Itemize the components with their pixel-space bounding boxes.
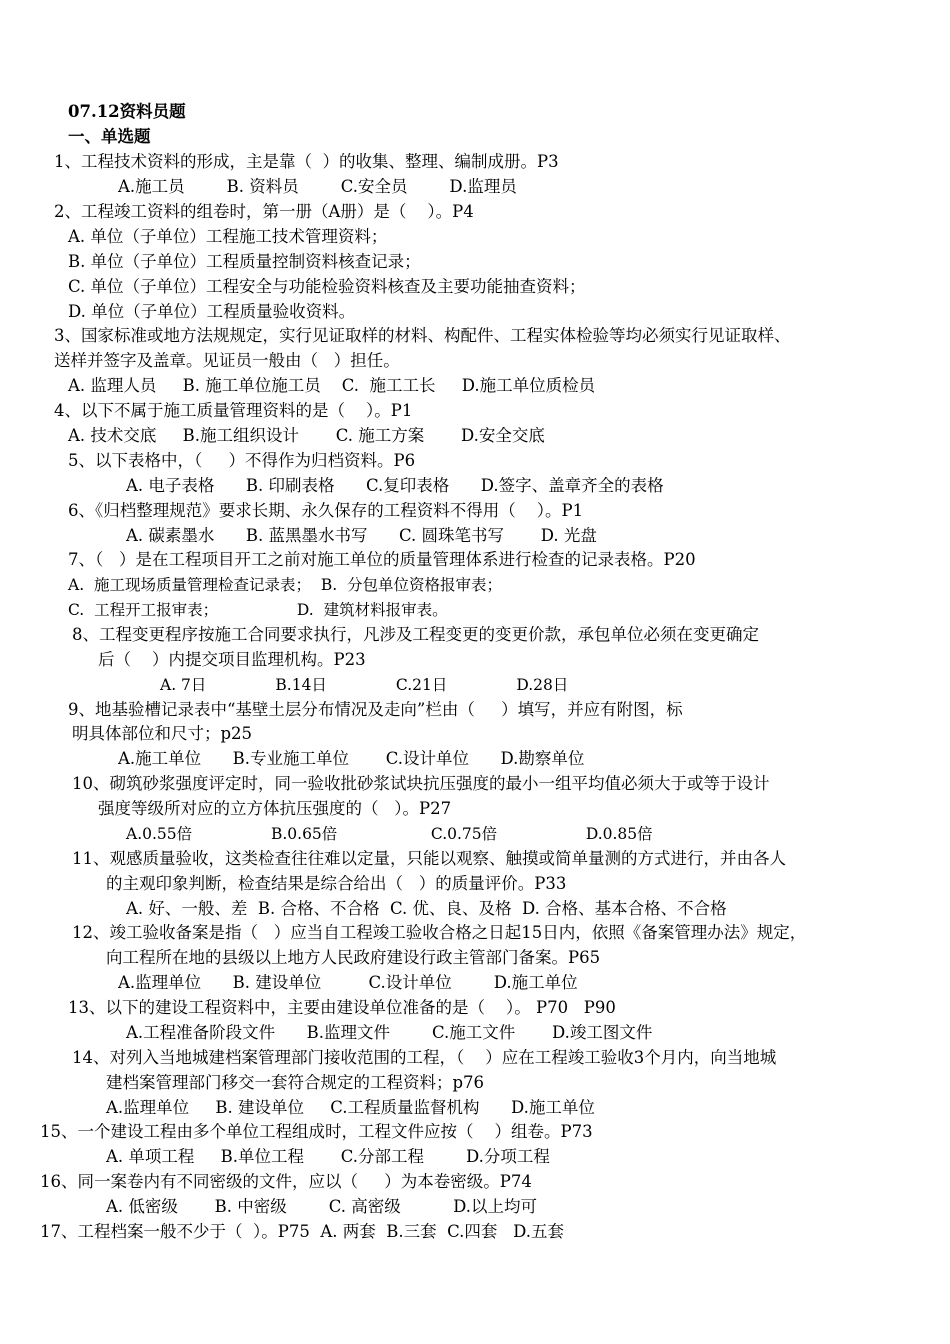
q3-options: A. 监理人员 B. 施工单位施工员 C. 施工工长 D.施工单位质检员 [68, 376, 596, 395]
question-8-line-2: 后（ ）内提交项目监理机构。P23 [98, 650, 366, 669]
q15-options: A. 单项工程 B.单位工程 C.分部工程 D.分项工程 [106, 1147, 550, 1166]
question-3-line-2: 送样并签字及盖章。见证员一般由（ ）担任。 [54, 351, 400, 370]
question-11-line-2: 的主观印象判断，检查结果是综合给出（ ）的质量评价。P33 [106, 874, 567, 893]
q11-options: A. 好、一般、差 B. 合格、不合格 C. 优、良、及格 D. 合格、基本合格、不合格 [126, 899, 727, 918]
question-15: 15、一个建设工程由多个单位工程组成时，工程文件应按（ ）组卷。P73 [40, 1122, 593, 1141]
question-5: 5、以下表格中，（ ）不得作为归档资料。P6 [68, 451, 416, 470]
q9-options: A.施工单位 B.专业施工单位 C.设计单位 D.勘察单位 [118, 749, 585, 768]
question-14-line-1: 14、对列入当地城建档案管理部门接收范围的工程，（ ）应在工程竣工验收3个月内，向当地城 [72, 1048, 777, 1067]
question-10-line-1: 10、砌筑砂浆强度评定时，同一验收批砂浆试块抗压强度的最小一组平均值必须大于或等于设计 [72, 774, 770, 793]
q1-options: A.施工员 B. 资料员 C.安全员 D.监理员 [118, 177, 517, 196]
document-title: 07.12资料员题 [68, 102, 186, 121]
question-10-line-2: 强度等级所对应的立方体抗压强度的（ ）。P27 [98, 799, 452, 818]
question-9-line-1: 9、地基验槽记录表中“基壁土层分布情况及走向”栏由（ ）填写，并应有附图，标 [68, 700, 683, 719]
q14-options: A.监理单位 B. 建设单位 C.工程质量监督机构 D.施工单位 [106, 1098, 595, 1117]
question-12-line-1: 12、竣工验收备案是指（ ）应当自工程竣工验收合格之日起15日内，依照《备案管理办法》规定， [72, 923, 807, 942]
q2-option-a: A. 单位（子单位）工程施工技术管理资料； [68, 227, 388, 246]
question-12-line-2: 向工程所在地的县级以上地方人民政府建设行政主管部门备案。P65 [106, 948, 601, 967]
q6-options: A. 碳素墨水 B. 蓝黑墨水书写 C. 圆珠笔书写 D. 光盘 [126, 526, 597, 545]
q2-option-d: D. 单位（子单位）工程质量验收资料。 [68, 302, 356, 321]
question-4: 4、以下不属于施工质量管理资料的是（ ）。P1 [54, 401, 413, 420]
q12-options: A.监理单位 B. 建设单位 C.设计单位 D.施工单位 [118, 973, 578, 992]
q5-options: A. 电子表格 B. 印刷表格 C.复印表格 D.签字、盖章齐全的表格 [126, 476, 664, 495]
q16-options: A. 低密级 B. 中密级 C. 高密级 D.以上均可 [106, 1197, 538, 1216]
question-13: 13、以下的建设工程资料中，主要由建设单位准备的是（ ）。 P70 P90 [68, 998, 616, 1017]
question-3-line-1: 3、国家标准或地方法规规定，实行见证取样的材料、构配件、工程实体检验等均必须实行见证取样、 [54, 326, 791, 345]
question-14-line-2: 建档案管理部门移交一套符合规定的工程资料；p76 [106, 1073, 485, 1092]
question-6: 6、《归档整理规范》要求长期、永久保存的工程资料不得用（ ）。P1 [68, 501, 584, 520]
q13-options: A.工程准备阶段文件 B.监理文件 C.施工文件 D.竣工图文件 [126, 1023, 653, 1042]
q4-options: A. 技术交底 B.施工组织设计 C. 施工方案 D.安全交底 [68, 426, 545, 445]
q7-options-ab: A. 施工现场质量管理检查记录表； B. 分包单位资格报审表； [68, 576, 503, 594]
q10-options: A.0.55倍 B.0.65倍 C.0.75倍 D.0.85倍 [126, 825, 653, 843]
question-9-line-2: 明具体部位和尺寸；p25 [72, 724, 253, 743]
question-17: 17、工程档案一般不少于（ ）。P75 A. 两套 B.三套 C.四套 D.五套 [40, 1222, 564, 1241]
q2-option-c: C. 单位（子单位）工程安全与功能检验资料核查及主要功能抽查资料； [68, 277, 586, 296]
question-1: 1、工程技术资料的形成，主是靠（ ）的收集、整理、编制成册。P3 [54, 152, 559, 171]
question-7: 7、（ ）是在工程项目开工之前对施工单位的质量管理体系进行检查的记录表格。P20 [68, 550, 696, 569]
q7-options-cd: C. 工程开工报审表； D. 建筑材料报审表。 [68, 601, 448, 619]
q8-options: A. 7日 B.14日 C.21日 D.28日 [160, 676, 569, 694]
question-11-line-1: 11、观感质量验收，这类检查往往难以定量，只能以观察、触摸或简单量测的方式进行，并由各人 [72, 849, 786, 868]
section-heading: 一、单选题 [68, 127, 151, 146]
question-8-line-1: 8、工程变更程序按施工合同要求执行，凡涉及工程变更的变更价款，承包单位必须在变更确定 [72, 625, 759, 644]
question-2: 2、工程竣工资料的组卷时，第一册（A册）是（ ）。P4 [54, 202, 474, 221]
q2-option-b: B. 单位（子单位）工程质量控制资料核查记录； [68, 252, 421, 271]
question-16: 16、同一案卷内有不同密级的文件，应以（ ）为本卷密级。P74 [40, 1172, 532, 1191]
